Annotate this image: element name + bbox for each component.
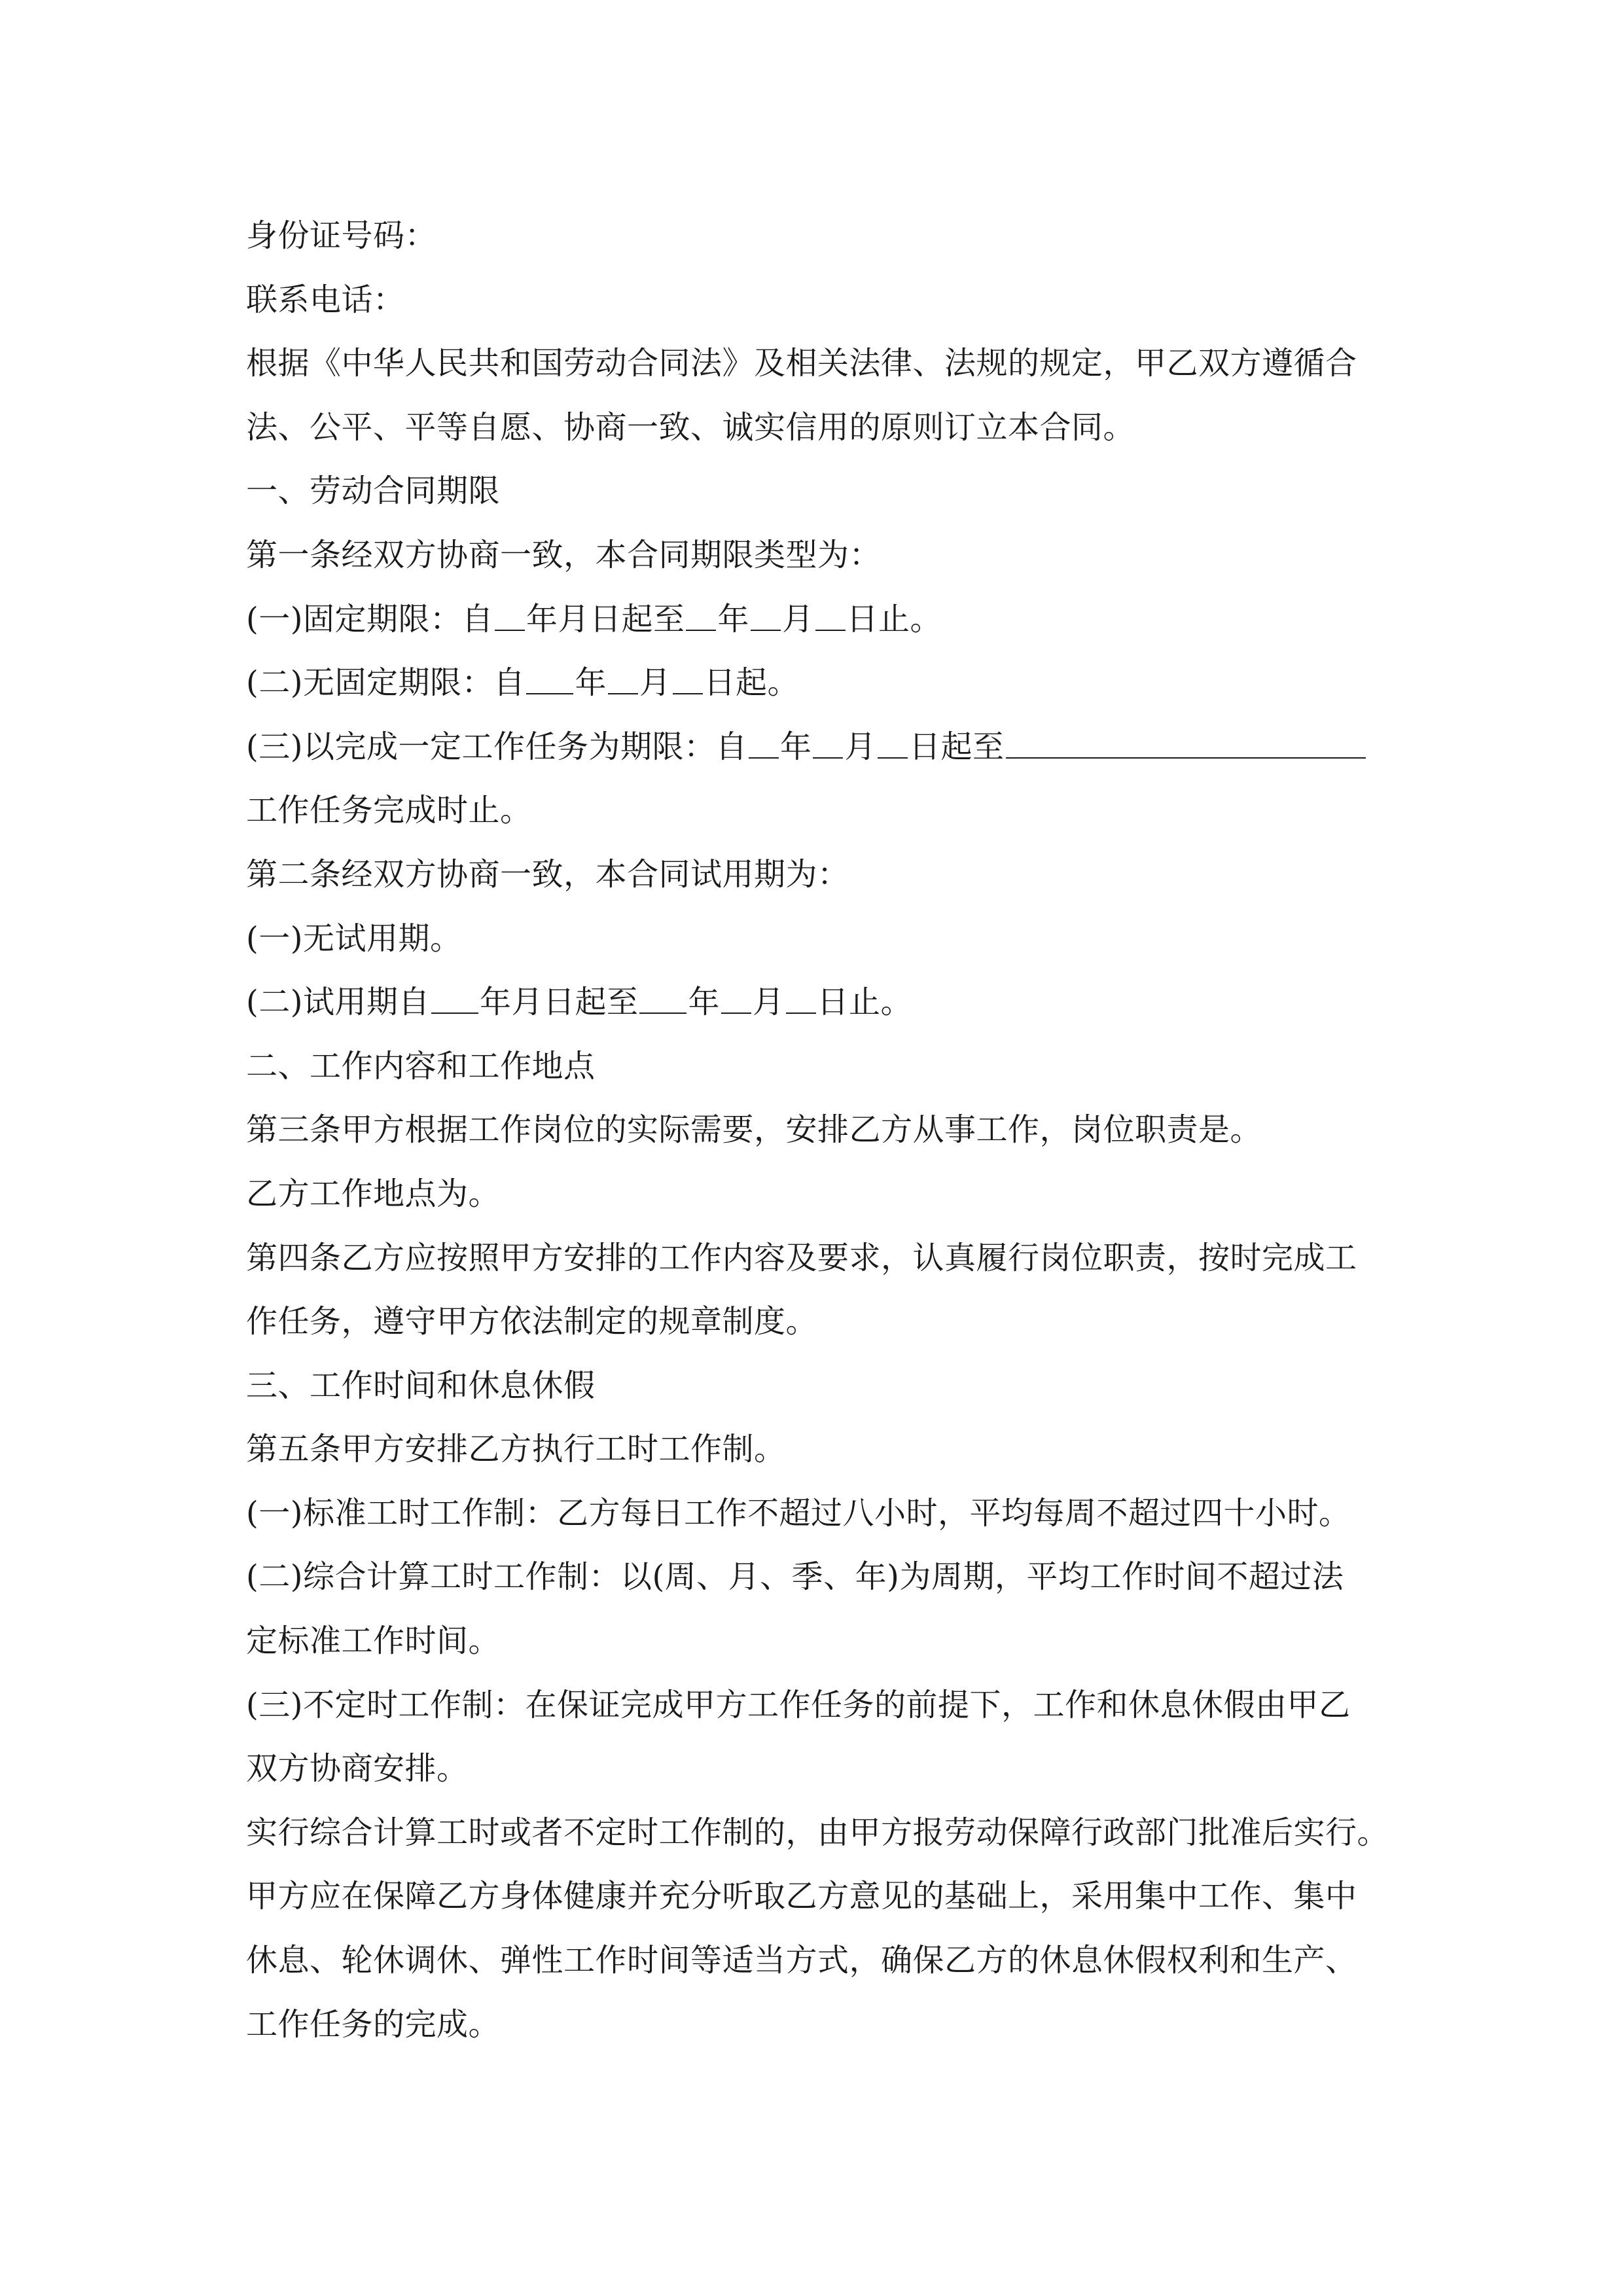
id-number-label: 身份证号码： — [246, 217, 437, 254]
option-text: 月 — [782, 600, 814, 637]
contract-body — [246, 204, 1398, 2056]
option-text: 日起至 — [909, 728, 1005, 765]
article-5-option-2-line-2: 定标准工作时间。 — [246, 1623, 501, 1660]
option-label: (三)以完成一定工作任务为期限：自 — [246, 728, 747, 765]
article-3: 第三条甲方根据工作岗位的实际需要，安排乙方从事工作，岗位职责是。 — [246, 1111, 1262, 1149]
article-4-line-1: 第四条乙方应按照甲方安排的工作内容及要求，认真履行岗位职责，按时完成工 — [246, 1239, 1357, 1276]
article-5-option-3-line-1: (三)不定时工作制：在保证完成甲方工作任务的前提下，工作和休息休假由甲乙 — [246, 1686, 1351, 1723]
article-1: 第一条经双方协商一致，本合同期限类型为： — [246, 536, 882, 573]
section-3-heading: 三、工作时间和休息休假 — [246, 1367, 596, 1404]
article-1-option-2 — [246, 651, 1398, 715]
blank-field — [749, 731, 779, 759]
option-text: 月 — [844, 728, 876, 765]
blank-field — [686, 603, 716, 631]
phone-label: 联系电话： — [246, 281, 405, 318]
rest-paragraph-line-3: 工作任务的完成。 — [246, 2005, 501, 2043]
blank-field — [786, 986, 816, 1014]
blank-field — [815, 603, 846, 631]
rest-paragraph-line-2: 休息、轮休调休、弹性工作时间等适当方式，确保乙方的休息休假权利和生产、 — [246, 1942, 1357, 1979]
article-5: 第五条甲方安排乙方执行工时工作制。 — [246, 1431, 786, 1468]
work-location: 乙方工作地点为。 — [246, 1175, 501, 1212]
article-5-option-3-line-2: 双方协商安排。 — [246, 1750, 469, 1787]
preamble-line-1: 根据《中华人民共和国劳动合同法》及相关法律、法规的规定，甲乙双方遵循合 — [246, 345, 1357, 382]
rest-paragraph-line-1: 甲方应在保障乙方身体健康并充分听取乙方意见的基础上，采用集中工作、集中 — [246, 1878, 1357, 1915]
blank-field — [721, 986, 751, 1014]
option-text: 年月日起至 — [526, 600, 685, 637]
article-2-option-1: (一)无试用期。 — [246, 920, 462, 957]
article-2: 第二条经双方协商一致，本合同试用期为： — [246, 855, 849, 893]
option-text: 年 — [717, 600, 749, 637]
option-text: 年 — [688, 984, 720, 1021]
blank-field — [431, 986, 478, 1014]
article-4-line-2: 作任务，遵守甲方依法制定的规章制度。 — [246, 1303, 818, 1340]
option-text: 月 — [639, 664, 671, 702]
blank-field — [878, 731, 908, 759]
section-1-heading: 一、劳动合同期限 — [246, 473, 501, 510]
article-1-option-1 — [246, 588, 1398, 652]
option-text: 日止。 — [846, 600, 942, 637]
article-1-option-3 — [246, 715, 1398, 780]
option-text: 日止。 — [817, 984, 913, 1021]
preamble-line-2: 法、公平、平等自愿、协商一致、诚实信用的原则订立本合同。 — [246, 408, 1135, 446]
blank-field — [526, 667, 573, 694]
blank-field — [1006, 731, 1366, 759]
option-label: (二)试用期自 — [246, 984, 430, 1021]
article-5-option-2-line-1: (二)综合计算工时工作制：以(周、月、季、年)为周期，平均工作时间不超过法 — [246, 1558, 1344, 1596]
blank-field — [673, 667, 703, 694]
option-text: 日起。 — [704, 664, 800, 702]
blank-field — [495, 603, 525, 631]
option-label: (二)无固定期限：自 — [246, 664, 526, 702]
article-2-option-2 — [246, 971, 1398, 1035]
approval-note: 实行综合计算工时或者不定时工作制的，由甲方报劳动保障行政部门批准后实行。 — [246, 1814, 1389, 1851]
option-label: (一)固定期限：自 — [246, 600, 493, 637]
option-text: 年 — [779, 728, 812, 765]
blank-field — [639, 986, 687, 1014]
article-5-option-1: (一)标准工时工作制：乙方每日工作不超过八小时，平均每周不超过四十小时。 — [246, 1494, 1351, 1532]
option-text: 月 — [753, 984, 785, 1021]
article-1-option-3-continued: 工作任务完成时止。 — [246, 792, 532, 829]
blank-field — [608, 667, 638, 694]
option-text: 年 — [575, 664, 607, 702]
blank-field — [751, 603, 781, 631]
blank-field — [813, 731, 843, 759]
option-text: 年月日起至 — [479, 984, 639, 1021]
section-2-heading: 二、工作内容和工作地点 — [246, 1047, 596, 1085]
